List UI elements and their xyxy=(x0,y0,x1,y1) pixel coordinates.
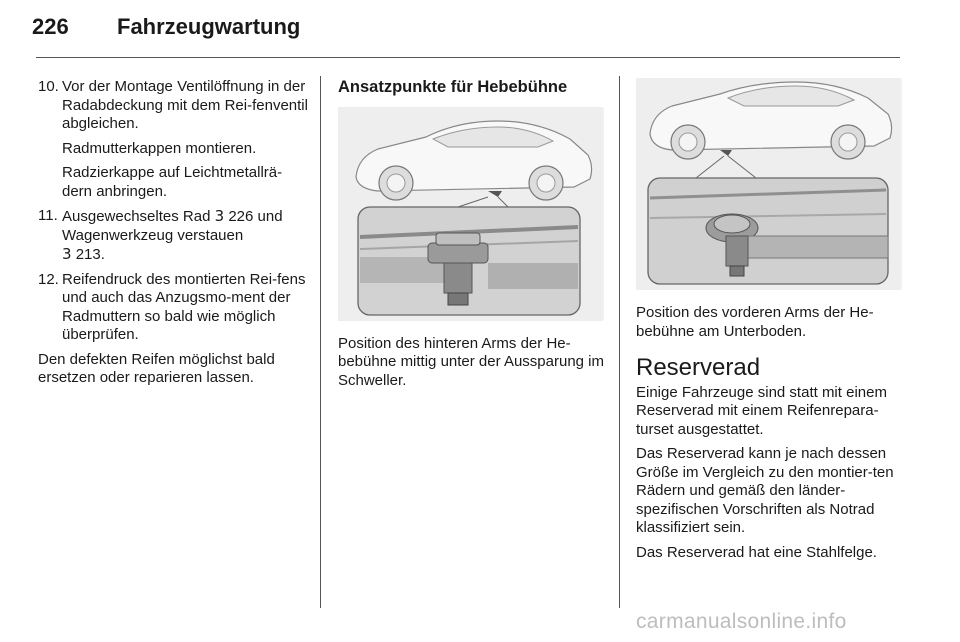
step-text: Reifendruck des montierten Rei-fens und auch das Anzugsmo-ment der Radmuttern so bald wie möglich überprüfen. xyxy=(62,270,306,343)
page-ref-icon: 3 xyxy=(62,245,72,263)
column-divider-1 xyxy=(320,76,321,608)
step-10 xyxy=(38,78,310,201)
front-lift-caption: Position des vorderen Arms der He-bebühne am Unterboden. xyxy=(636,304,874,340)
step-12 xyxy=(38,271,310,345)
watermark: carmanualsonline.info xyxy=(636,610,847,633)
page-ref[interactable]: 213. xyxy=(75,246,105,263)
page-title: Fahrzeugwartung xyxy=(117,14,301,39)
column-2 xyxy=(338,78,604,390)
step-text: Vor der Montage Ventilöffnung in der Radabdeckung mit dem Rei-fenventil abgleichen. xyxy=(62,78,308,132)
section-heading-spare-wheel: Reserverad xyxy=(636,354,761,381)
spare-wheel-paragraph: Das Reserverad kann je nach dessen Größe im Vergleich zu den montier-ten Rädern und gemäß den länder-spezifischen Vorschriften als Notrad klassifiziert sein. xyxy=(636,445,894,536)
column-divider-2 xyxy=(619,76,620,608)
rear-lift-caption: Position des hinteren Arms der He-bebühne mittig unter der Aussparung im Schweller. xyxy=(338,334,604,389)
step-11 xyxy=(38,207,310,265)
front-lift-point-illustration xyxy=(636,78,902,290)
step-text: Ausgewechseltes Rad 3 226 und Wagenwerkzeug verstauen 3 213. xyxy=(62,207,283,263)
page-header xyxy=(32,14,300,40)
spare-wheel-paragraph: Einige Fahrzeuge sind statt mit einem Reserverad mit einem Reifenrepara-turset ausgestattet. xyxy=(636,383,887,438)
column-3 xyxy=(636,78,902,568)
step-number: 11. xyxy=(38,207,58,224)
header-rule xyxy=(36,57,900,58)
step-text: Radzierkappe auf Leichtmetallrä-dern anbringen. xyxy=(62,164,283,200)
step-text: Radmutterkappen montieren. xyxy=(62,139,257,157)
closing-paragraph: Den defekten Reifen möglichst bald ersetzen oder reparieren lassen. xyxy=(38,350,275,386)
section-heading-lift-points: Ansatzpunkte für Hebebühne xyxy=(338,78,568,96)
step-number: 10. xyxy=(38,78,59,95)
page-ref[interactable]: 226 xyxy=(228,208,254,225)
page-ref-icon: 3 xyxy=(214,207,225,225)
page-number: 226 xyxy=(32,14,69,39)
rear-lift-point-illustration xyxy=(338,107,604,321)
column-1 xyxy=(38,78,310,394)
step-number: 12. xyxy=(38,270,59,288)
spare-wheel-paragraph: Das Reserverad hat eine Stahlfelge. xyxy=(636,543,877,561)
